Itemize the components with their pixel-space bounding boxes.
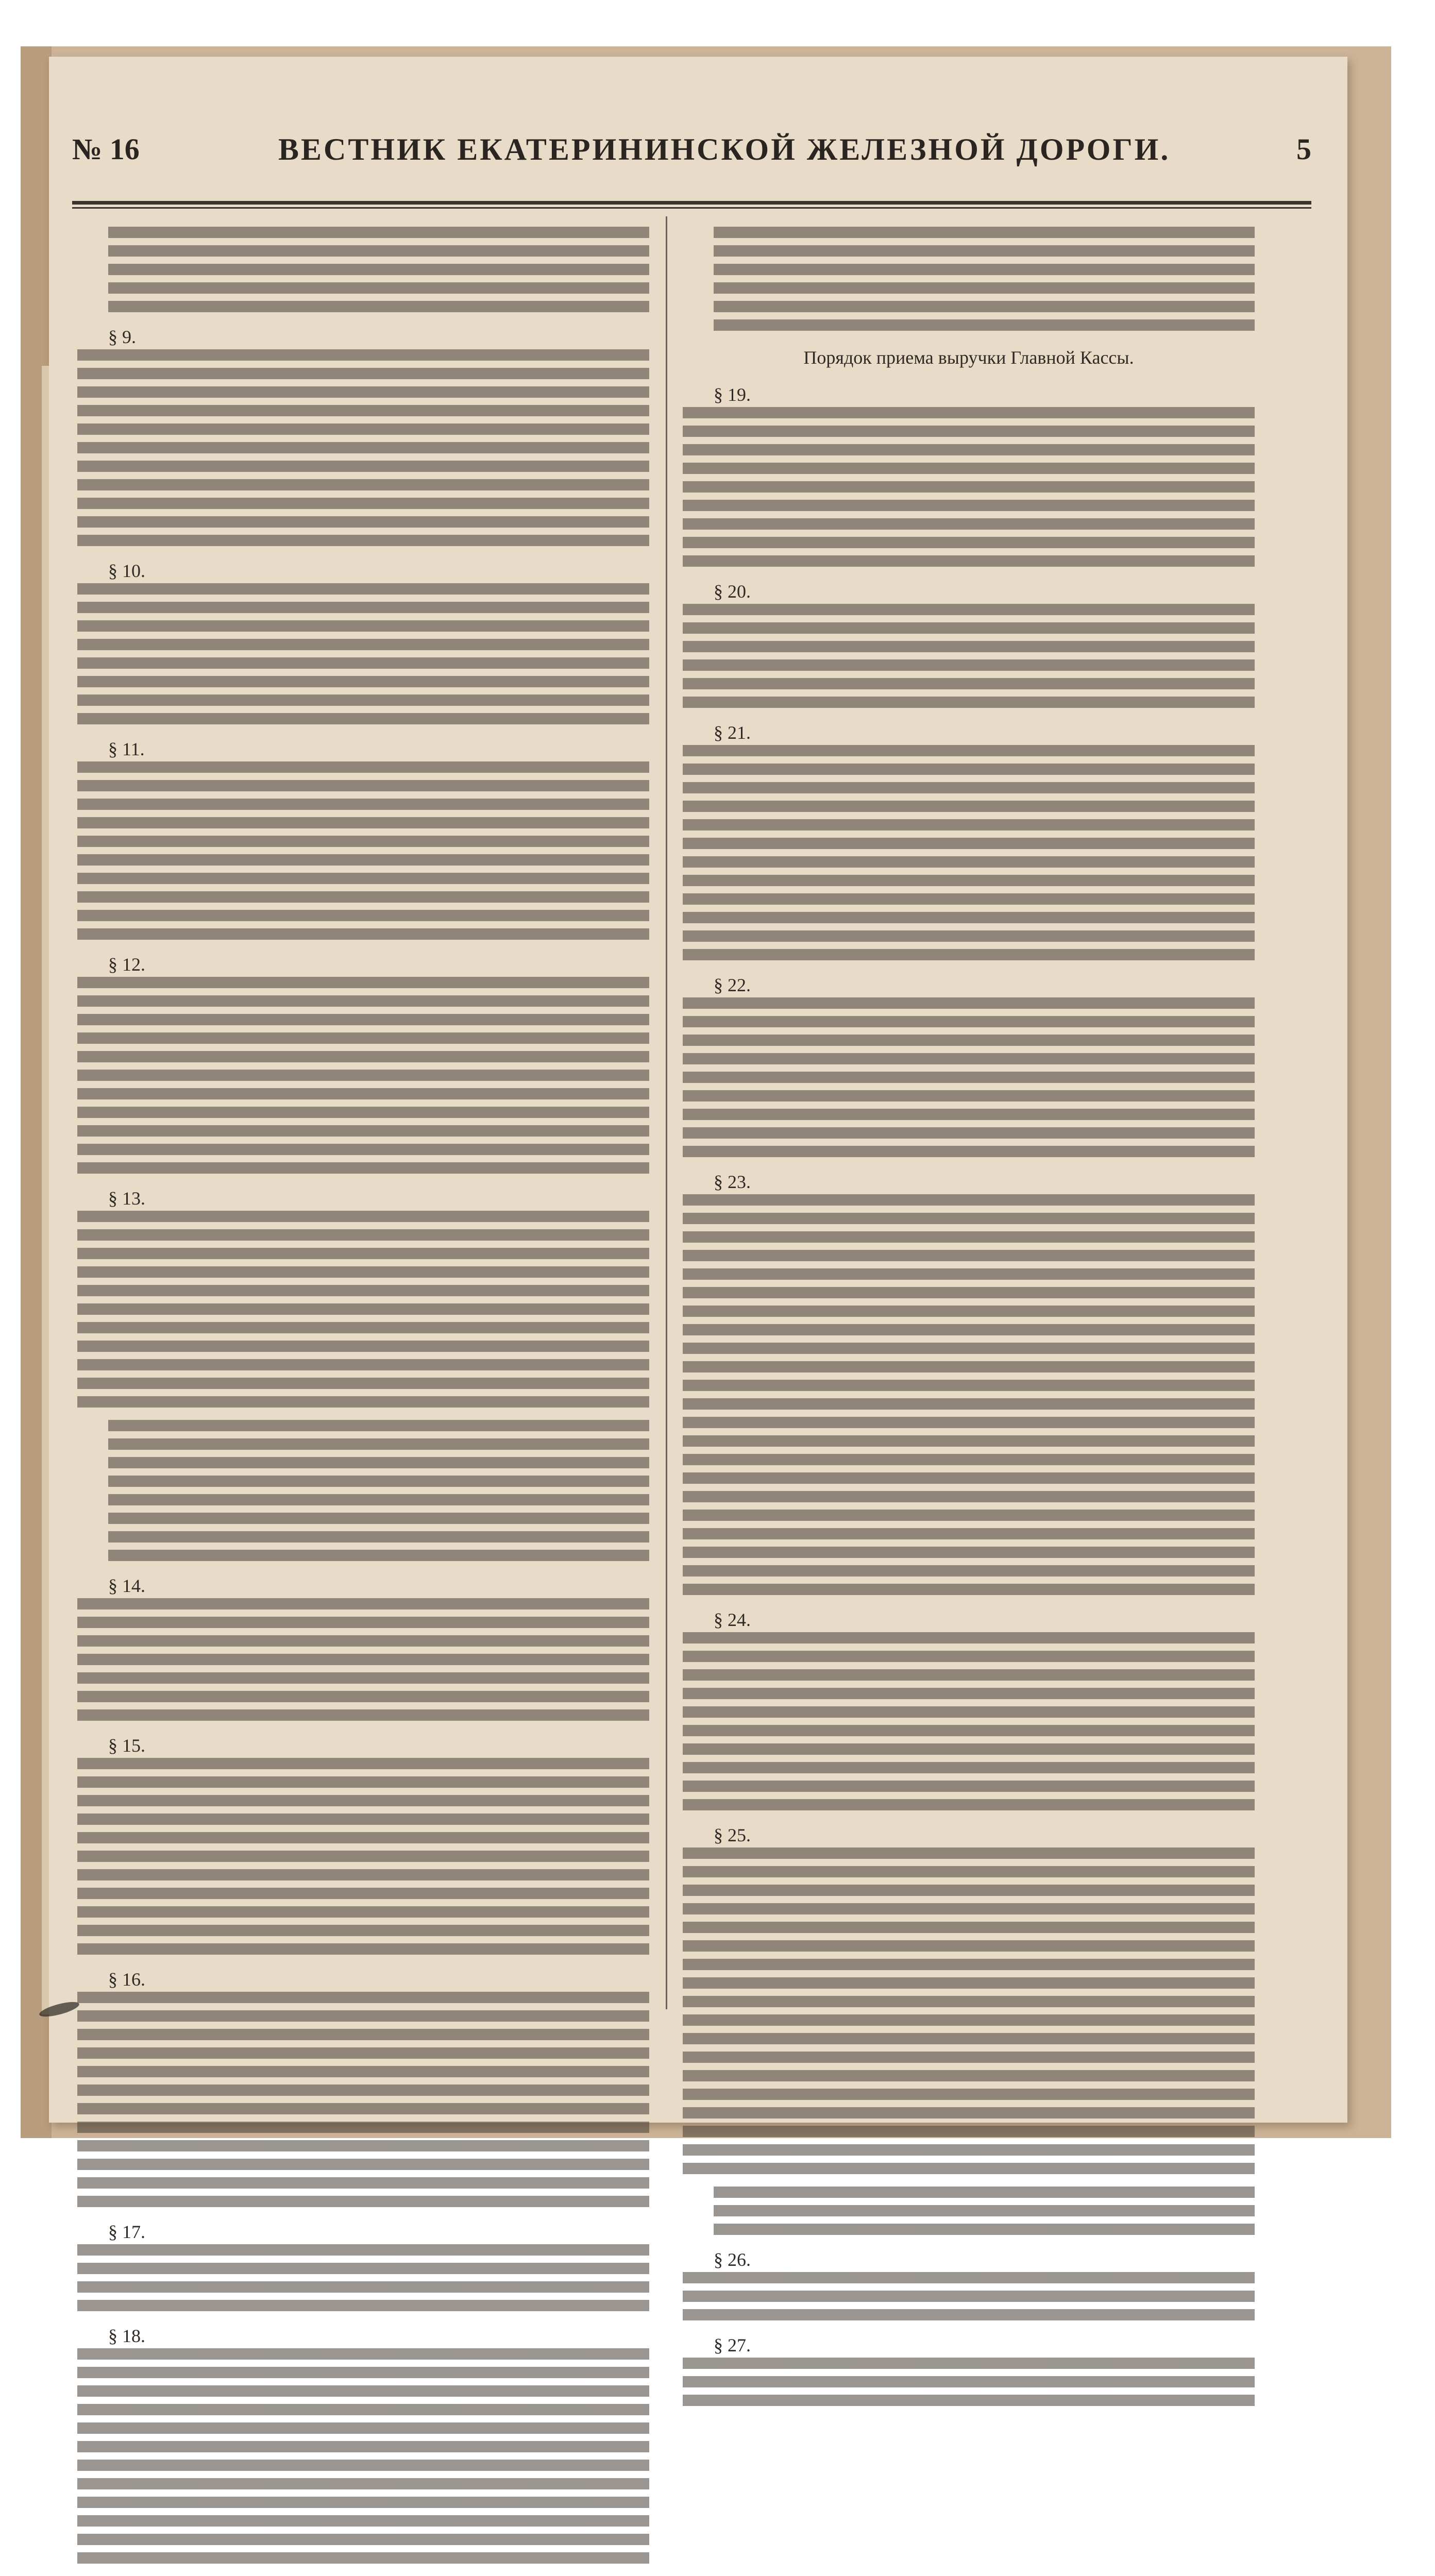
paragraph-number: § 19. [714, 384, 751, 405]
paragraph-number: § 21. [714, 722, 751, 743]
paragraph [77, 325, 649, 546]
paragraph [77, 1420, 649, 1561]
paragraph-number: § 24. [714, 1609, 751, 1630]
paragraph [683, 973, 1255, 1157]
paragraph-number: § 25. [714, 1825, 751, 1845]
illegible-text-block [77, 761, 649, 940]
paragraph [77, 1967, 649, 2207]
paragraph [683, 1823, 1255, 2174]
paragraph [77, 1186, 649, 1408]
illegible-text-block [683, 1194, 1255, 1595]
illegible-text-block [683, 2272, 1255, 2320]
paragraph-number: § 17. [108, 2222, 145, 2242]
illegible-text-block [108, 1420, 649, 1561]
column-divider [666, 216, 667, 2009]
paragraph-number: § 12. [108, 954, 145, 975]
paragraph [77, 1733, 649, 1955]
illegible-text-block [714, 2187, 1255, 2235]
illegible-text-block [77, 349, 649, 546]
right-text-column [683, 227, 1255, 2418]
paragraph-number: § 9. [108, 327, 136, 347]
illegible-text-block [683, 1848, 1255, 2174]
paragraph-number: § 18. [108, 2326, 145, 2346]
paragraph [683, 1607, 1255, 1810]
paragraph-number: § 11. [108, 739, 145, 759]
paragraph-number: § 14. [108, 1575, 145, 1596]
paragraph [683, 579, 1255, 708]
illegible-text-block [683, 2358, 1255, 2406]
paper-title: ВЕСТНИК ЕКАТЕРИНИНСКОЙ ЖЕЛЕЗНОЙ ДОРОГИ. [278, 132, 1171, 166]
paragraph-number: § 10. [108, 561, 145, 581]
illegible-text-block [683, 407, 1255, 567]
paragraph [683, 2187, 1255, 2235]
paragraph [77, 558, 649, 724]
paragraph-number: § 13. [108, 1188, 145, 1209]
header-rule-thick [72, 201, 1311, 205]
illegible-text-block [77, 1211, 649, 1408]
paragraph [77, 2219, 649, 2311]
masthead [72, 118, 1311, 180]
paragraph [77, 1573, 649, 1721]
paragraph [683, 720, 1255, 960]
paragraph-number: § 23. [714, 1172, 751, 1192]
illegible-text-block [77, 1758, 649, 1955]
illegible-text-block [77, 2244, 649, 2311]
paragraph [77, 737, 649, 940]
illegible-text-block [683, 1632, 1255, 1810]
left-text-column [77, 227, 649, 2576]
paragraph-number: § 26. [714, 2249, 751, 2270]
paragraph [683, 227, 1255, 331]
paragraph [77, 227, 649, 312]
paragraph-number: § 22. [714, 975, 751, 995]
page-number: 5 [1296, 132, 1311, 166]
paragraph [77, 2324, 649, 2564]
paragraph-number: § 16. [108, 1969, 145, 1990]
paragraph-number: § 27. [714, 2335, 751, 2355]
left-page-edge [42, 366, 49, 2014]
header-rule-thin [72, 207, 1311, 209]
illegible-text-block [77, 977, 649, 1174]
illegible-text-block [714, 227, 1255, 331]
illegible-text-block [77, 583, 649, 724]
paragraph [683, 2333, 1255, 2406]
paragraph-number: § 20. [714, 581, 751, 602]
illegible-text-block [77, 1992, 649, 2207]
issue-number: № 16 [72, 132, 140, 166]
paragraph [683, 382, 1255, 567]
illegible-text-block [683, 997, 1255, 1157]
illegible-text-block [108, 227, 649, 312]
paragraph [683, 2247, 1255, 2320]
illegible-text-block [77, 1598, 649, 1721]
paragraph [77, 952, 649, 1174]
section-heading: Порядок приема выручки Главной Кассы. [803, 347, 1134, 368]
illegible-text-block [683, 745, 1255, 960]
illegible-text-block [683, 604, 1255, 708]
paragraph-number: § 15. [108, 1735, 145, 1756]
paragraph [683, 1170, 1255, 1595]
illegible-text-block [77, 2348, 649, 2564]
